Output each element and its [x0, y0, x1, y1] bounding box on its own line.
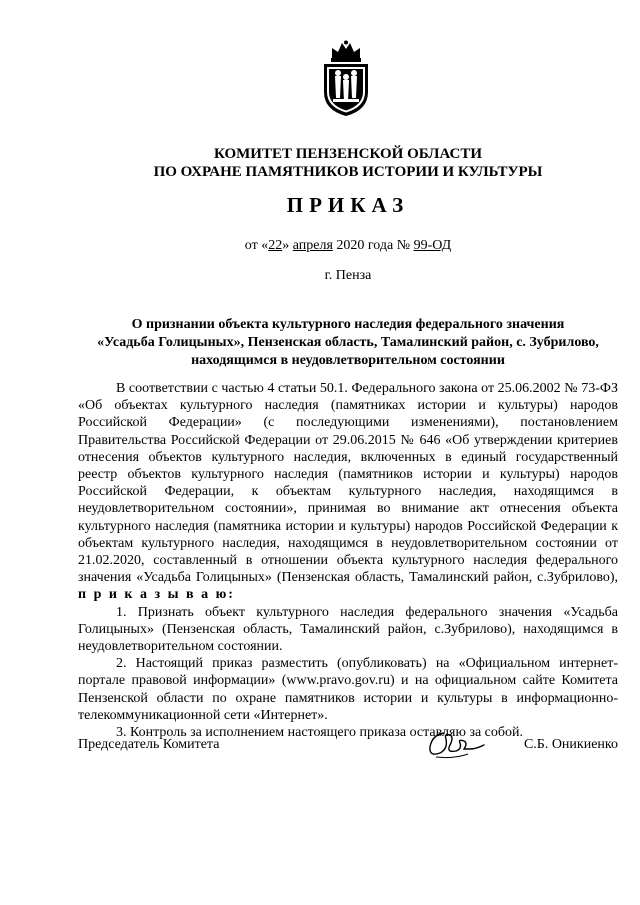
signatory-name: С.Б. Оникиенко [523, 737, 618, 752]
org-name-line-2: ПО ОХРАНЕ ПАМЯТНИКОВ ИСТОРИИ И КУЛЬТУРЫ [153, 164, 543, 180]
order-word: п р и к а з ы в а ю: [78, 587, 235, 603]
date-number-line [0, 238, 640, 254]
subject-line-2: «Усадьба Голицыных», Пензенская область, Тамалинский район, с. Зубрилово, [97, 335, 599, 350]
document-type-title: ПРИКАЗ [286, 193, 410, 217]
date-day: 22 [268, 238, 283, 253]
handwritten-signature-icon [424, 727, 488, 761]
order-item-3: 3. Контроль за исполнением настоящего приказа оставляю за собой. [116, 725, 524, 741]
document-body [78, 380, 618, 741]
penza-oblast-coat-of-arms-icon [318, 40, 374, 118]
org-name-line-1: КОМИТЕТ ПЕНЗЕНСКОЙ ОБЛАСТИ [213, 146, 483, 162]
date-separator: » [282, 238, 293, 253]
signatory-title: Председатель Комитета [78, 737, 220, 752]
date-year: 2020 года № [332, 238, 414, 253]
preamble-text: В соответствии с частью 4 статьи 50.1. Федерального закона от 25.06.2002 № 73-ФЗ «Об объектах культурного наследия (памятниках истории и культуры) народов Российской Федерации» (с последующими изменениями), постановлением Правительства Российской Федерации от 29.06.2015 № 646 «Об утверждении критериев отнесения объектов культурного наследия, включенных в единый государственный реестр объектов культурного наследия (памятников истории и культуры) народов Российской Федерации, к объектам культурного наследия, находящимся в неудовлетворительном состоянии», принимая во внимание акт отнесения объекта культурного наследия (памятника истории и культуры) народов Российской Федерации к объектам культурного наследия, находящимся в неудовлетворительном состоянии от 21.02.2020, составленный в отношении объекта культурного наследия федерального значения «Усадьба Голицыных» (Пензенская область, Тамалинский район, с.Зубрилово), [78, 381, 618, 586]
city: г. Пенза [324, 268, 372, 283]
document-number: 99-ОД [413, 238, 452, 253]
order-item-1: 1. Признать объект культурного наследия федерального значения «Усадьба Голицыных» (Пензенская область, Тамалинский район, с.Зубрилово), находящимся в неудовлетворительном состоянии. [78, 604, 618, 655]
document-subject [80, 316, 616, 370]
date-prefix: от « [244, 238, 269, 253]
subject-line-3: находящимся в неудовлетворительном состоянии [191, 353, 505, 368]
subject-line-1: О признании объекта культурного наследия федерального значения [131, 317, 565, 332]
signature-block [78, 737, 618, 765]
preamble-paragraph [78, 380, 618, 604]
date-month: апреля [292, 238, 333, 253]
order-item-2: 2. Настоящий приказ разместить (опубликовать) на «Официальном интернет-портале правовой информации» (www.pravo.gov.ru) и на официальном сайте Комитета Пензенской области по охране памятников истории и культуры в информационно-телекоммуникационной сети «Интернет». [78, 656, 618, 723]
